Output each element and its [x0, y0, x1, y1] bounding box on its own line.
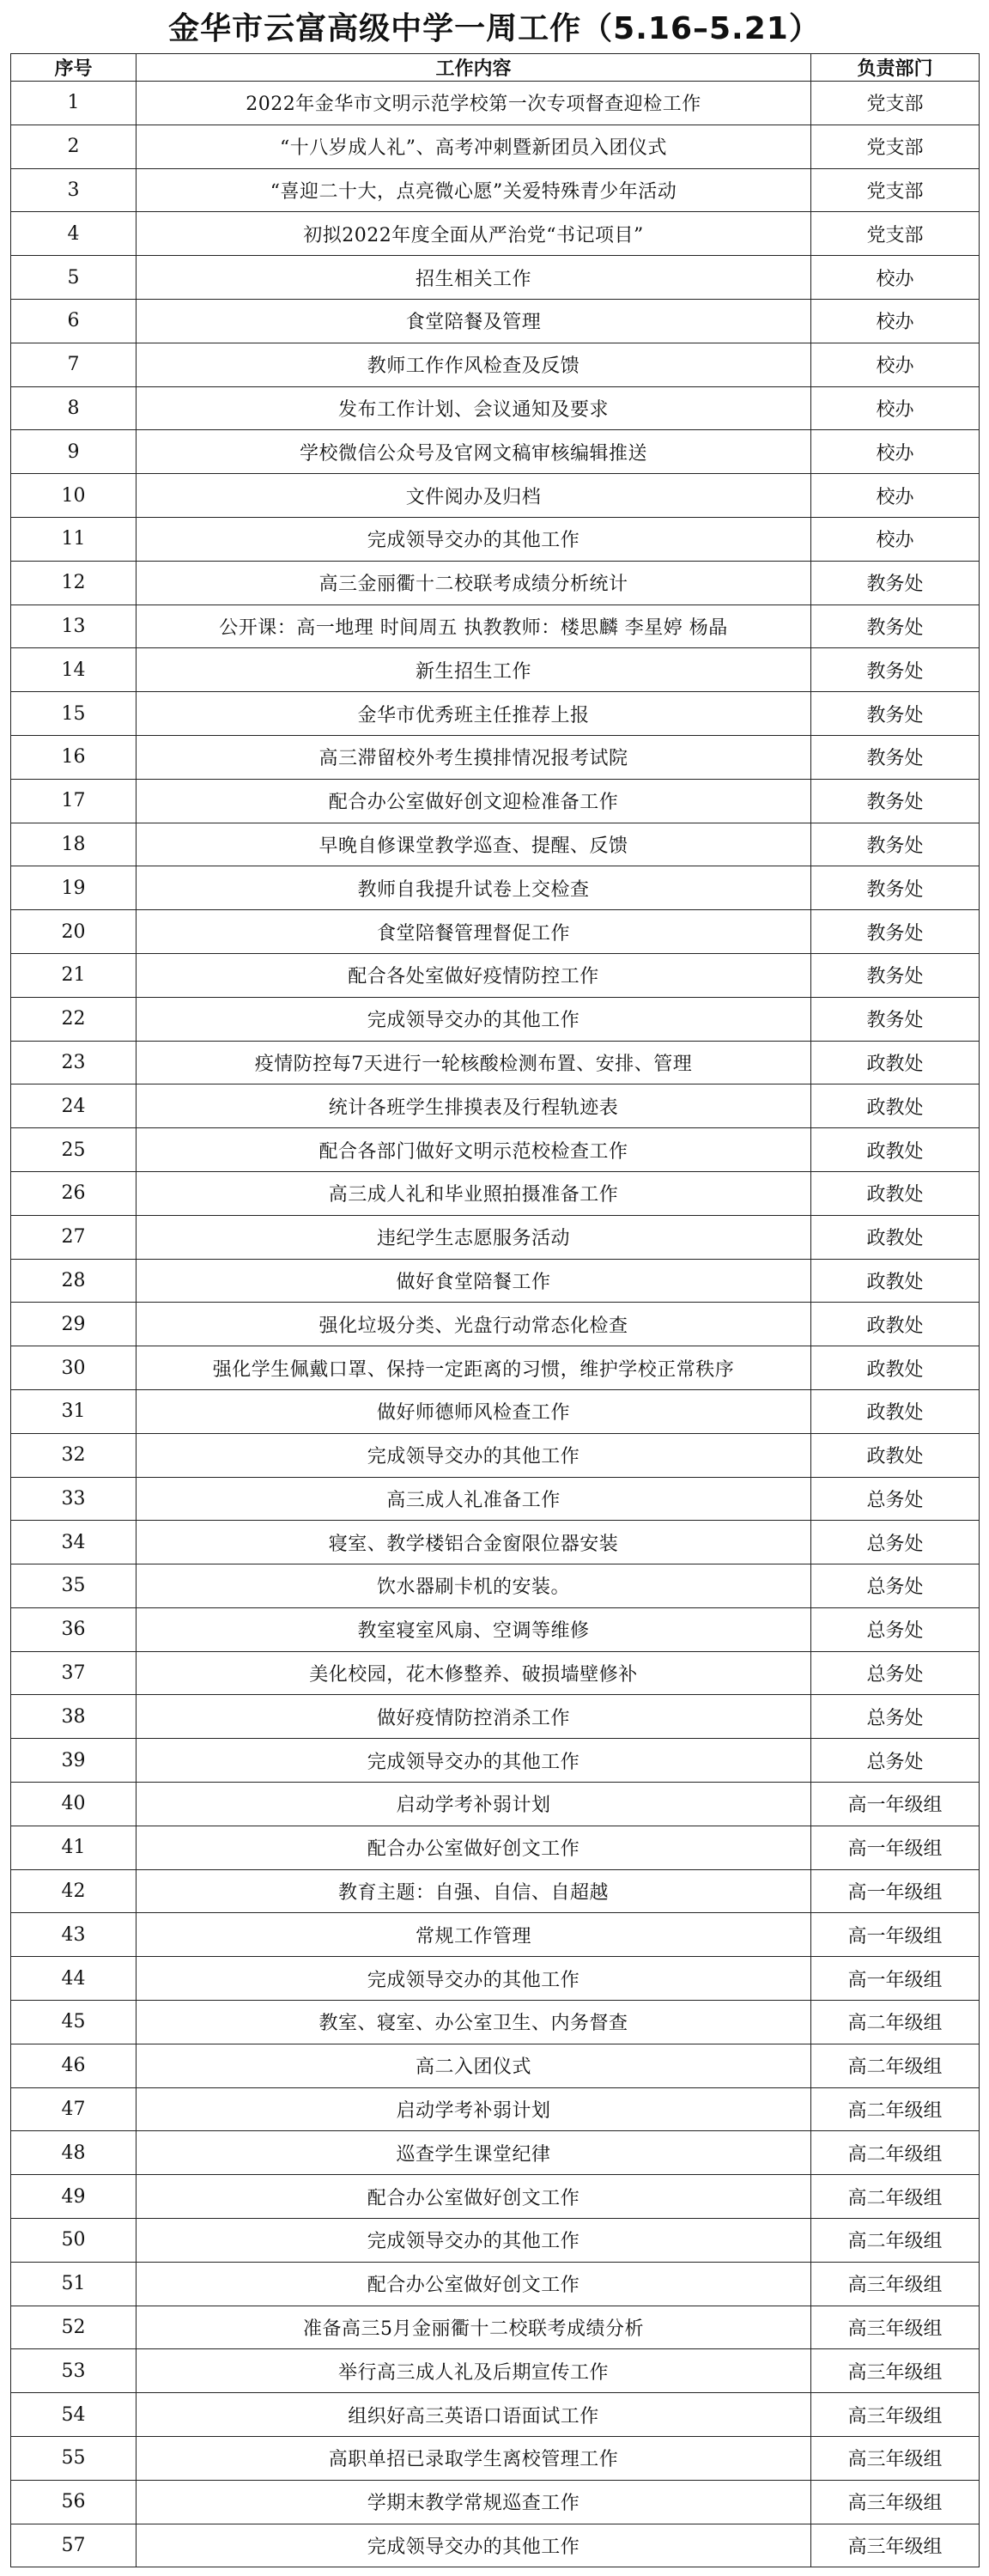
- row-department: 政教处: [811, 1389, 980, 1433]
- row-department: 高三年级组: [811, 2262, 980, 2306]
- row-number: 14: [11, 648, 137, 692]
- row-number: 43: [11, 1913, 137, 1957]
- row-department: 高三年级组: [811, 2437, 980, 2481]
- row-department: 高二年级组: [811, 2001, 980, 2044]
- row-number: 8: [11, 386, 137, 430]
- row-number: 7: [11, 343, 137, 386]
- row-department: 总务处: [811, 1477, 980, 1521]
- row-work-content: 违纪学生志愿服务活动: [137, 1215, 811, 1259]
- table-row: [11, 1041, 980, 1084]
- table-row: [11, 82, 980, 125]
- row-work-content: 统计各班学生排摸表及行程轨迹表: [137, 1084, 811, 1128]
- row-work-content: 启动学考补弱计划: [137, 1783, 811, 1826]
- row-department: 校办: [811, 256, 980, 300]
- table-row: [11, 2001, 980, 2044]
- table-row: [11, 823, 980, 866]
- row-work-content: 文件阅办及归档: [137, 474, 811, 518]
- row-department: 高一年级组: [811, 1869, 980, 1913]
- row-department: 总务处: [811, 1521, 980, 1564]
- row-work-content: 美化校园，花木修整养、破损墙壁修补: [137, 1651, 811, 1695]
- row-work-content: 完成领导交办的其他工作: [137, 997, 811, 1041]
- row-number: 32: [11, 1433, 137, 1477]
- row-work-content: 金华市优秀班主任推荐上报: [137, 692, 811, 736]
- row-department: 党支部: [811, 125, 980, 168]
- row-number: 41: [11, 1826, 137, 1869]
- row-work-content: 高三滞留校外考生摸排情况报考试院: [137, 735, 811, 779]
- table-row: [11, 1128, 980, 1172]
- table-row: [11, 2349, 980, 2393]
- row-work-content: 发布工作计划、会议通知及要求: [137, 386, 811, 430]
- row-number: 2: [11, 125, 137, 168]
- table-row: [11, 1957, 980, 2001]
- row-work-content: 招生相关工作: [137, 256, 811, 300]
- row-work-content: 完成领导交办的其他工作: [137, 1433, 811, 1477]
- row-department: 政教处: [811, 1041, 980, 1084]
- row-number: 11: [11, 517, 137, 561]
- row-work-content: 2022年金华市文明示范学校第一次专项督查迎检工作: [137, 82, 811, 125]
- row-department: 高三年级组: [811, 2393, 980, 2437]
- row-number: 51: [11, 2262, 137, 2306]
- row-department: 校办: [811, 343, 980, 386]
- row-number: 29: [11, 1303, 137, 1346]
- row-department: 总务处: [811, 1607, 980, 1651]
- row-number: 55: [11, 2437, 137, 2481]
- row-department: 政教处: [811, 1084, 980, 1128]
- table-row: [11, 605, 980, 648]
- row-number: 34: [11, 1521, 137, 1564]
- row-number: 17: [11, 779, 137, 823]
- row-number: 37: [11, 1651, 137, 1695]
- row-number: 49: [11, 2175, 137, 2219]
- header-department: 负责部门: [811, 54, 980, 82]
- table-row: [11, 299, 980, 343]
- row-department: 高三年级组: [811, 2524, 980, 2567]
- table-row: [11, 168, 980, 212]
- row-number: 22: [11, 997, 137, 1041]
- row-department: 政教处: [811, 1259, 980, 1303]
- row-work-content: 寝室、教学楼铝合金窗限位器安装: [137, 1521, 811, 1564]
- row-work-content: 完成领导交办的其他工作: [137, 2219, 811, 2263]
- table-row: [11, 779, 980, 823]
- row-department: 政教处: [811, 1215, 980, 1259]
- row-work-content: 配合各处室做好疫情防控工作: [137, 953, 811, 997]
- table-row: [11, 561, 980, 605]
- row-number: 36: [11, 1607, 137, 1651]
- table-row: [11, 1695, 980, 1739]
- table-row: [11, 1826, 980, 1869]
- row-department: 总务处: [811, 1651, 980, 1695]
- row-number: 45: [11, 2001, 137, 2044]
- table-row: [11, 735, 980, 779]
- row-department: 校办: [811, 299, 980, 343]
- row-work-content: 做好食堂陪餐工作: [137, 1259, 811, 1303]
- row-number: 23: [11, 1041, 137, 1084]
- row-department: 教务处: [811, 953, 980, 997]
- table-row: [11, 430, 980, 474]
- row-number: 4: [11, 212, 137, 256]
- row-number: 3: [11, 168, 137, 212]
- table-row: [11, 2393, 980, 2437]
- row-department: 政教处: [811, 1303, 980, 1346]
- row-department: 高三年级组: [811, 2349, 980, 2393]
- row-work-content: 巡查学生课堂纪律: [137, 2131, 811, 2175]
- row-department: 高一年级组: [811, 1957, 980, 2001]
- row-number: 52: [11, 2306, 137, 2349]
- row-department: 教务处: [811, 735, 980, 779]
- header-content: 工作内容: [137, 54, 811, 82]
- row-number: 56: [11, 2480, 137, 2524]
- row-department: 党支部: [811, 168, 980, 212]
- row-department: 教务处: [811, 648, 980, 692]
- table-row: [11, 2524, 980, 2567]
- table-row: [11, 1739, 980, 1783]
- row-work-content: 配合办公室做好创文工作: [137, 2262, 811, 2306]
- row-number: 25: [11, 1128, 137, 1172]
- row-department: 校办: [811, 430, 980, 474]
- row-work-content: 食堂陪餐及管理: [137, 299, 811, 343]
- row-work-content: 教师工作作风检查及反馈: [137, 343, 811, 386]
- row-department: 政教处: [811, 1128, 980, 1172]
- row-department: 教务处: [811, 779, 980, 823]
- table-row: [11, 1259, 980, 1303]
- table-row: [11, 2480, 980, 2524]
- table-row: [11, 1521, 980, 1564]
- row-number: 6: [11, 299, 137, 343]
- row-work-content: 配合办公室做好创文迎检准备工作: [137, 779, 811, 823]
- table-row: [11, 997, 980, 1041]
- row-work-content: 完成领导交办的其他工作: [137, 2524, 811, 2567]
- row-number: 26: [11, 1171, 137, 1215]
- row-work-content: 早晚自修课堂教学巡查、提醒、反馈: [137, 823, 811, 866]
- row-number: 10: [11, 474, 137, 518]
- table-row: [11, 2175, 980, 2219]
- row-work-content: 完成领导交办的其他工作: [137, 517, 811, 561]
- row-work-content: 教室、寝室、办公室卫生、内务督查: [137, 2001, 811, 2044]
- row-work-content: 做好疫情防控消杀工作: [137, 1695, 811, 1739]
- table-row: [11, 1084, 980, 1128]
- table-row: [11, 1171, 980, 1215]
- row-work-content: 高职单招已录取学生离校管理工作: [137, 2437, 811, 2481]
- row-work-content: 教室寝室风扇、空调等维修: [137, 1607, 811, 1651]
- row-number: 38: [11, 1695, 137, 1739]
- row-department: 政教处: [811, 1433, 980, 1477]
- row-number: 5: [11, 256, 137, 300]
- row-department: 政教处: [811, 1171, 980, 1215]
- table-row: [11, 648, 980, 692]
- row-work-content: 公开课：高一地理 时间周五 执教教师：楼思麟 李星婷 杨晶: [137, 605, 811, 648]
- row-work-content: 高三成人礼和毕业照拍摄准备工作: [137, 1171, 811, 1215]
- table-row: [11, 1477, 980, 1521]
- row-work-content: 疫情防控每7天进行一轮核酸检测布置、安排、管理: [137, 1041, 811, 1084]
- table-row: [11, 517, 980, 561]
- row-work-content: 启动学考补弱计划: [137, 2087, 811, 2131]
- row-department: 政教处: [811, 1346, 980, 1390]
- row-number: 46: [11, 2044, 137, 2087]
- row-work-content: 食堂陪餐管理督促工作: [137, 910, 811, 954]
- row-work-content: “喜迎二十大，点亮微心愿”关爱特殊青少年活动: [137, 168, 811, 212]
- row-department: 高二年级组: [811, 2175, 980, 2219]
- row-number: 31: [11, 1389, 137, 1433]
- row-work-content: 初拟2022年度全面从严治党“书记项目”: [137, 212, 811, 256]
- row-number: 48: [11, 2131, 137, 2175]
- row-department: 高二年级组: [811, 2131, 980, 2175]
- row-number: 15: [11, 692, 137, 736]
- row-department: 教务处: [811, 823, 980, 866]
- row-work-content: 教育主题：自强、自信、自超越: [137, 1869, 811, 1913]
- row-work-content: 配合办公室做好创文工作: [137, 2175, 811, 2219]
- row-work-content: 新生招生工作: [137, 648, 811, 692]
- row-number: 18: [11, 823, 137, 866]
- row-department: 高一年级组: [811, 1783, 980, 1826]
- header-number: 序号: [11, 54, 137, 82]
- row-department: 教务处: [811, 692, 980, 736]
- row-work-content: “十八岁成人礼”、高考冲刺暨新团员入团仪式: [137, 125, 811, 168]
- row-department: 高二年级组: [811, 2087, 980, 2131]
- table-row: [11, 1303, 980, 1346]
- row-work-content: 举行高三成人礼及后期宣传工作: [137, 2349, 811, 2393]
- row-number: 42: [11, 1869, 137, 1913]
- table-row: [11, 1433, 980, 1477]
- table-row: [11, 1564, 980, 1608]
- table-row: [11, 1346, 980, 1390]
- row-department: 总务处: [811, 1695, 980, 1739]
- table-body: [11, 82, 980, 2567]
- table-row: [11, 692, 980, 736]
- row-number: 20: [11, 910, 137, 954]
- table-row: [11, 2044, 980, 2087]
- row-department: 教务处: [811, 866, 980, 910]
- row-number: 27: [11, 1215, 137, 1259]
- row-department: 高一年级组: [811, 1826, 980, 1869]
- row-department: 教务处: [811, 605, 980, 648]
- table-row: [11, 2087, 980, 2131]
- row-work-content: 高三金丽衢十二校联考成绩分析统计: [137, 561, 811, 605]
- row-work-content: 完成领导交办的其他工作: [137, 1739, 811, 1783]
- table-row: [11, 343, 980, 386]
- table-header: [11, 54, 980, 82]
- table-row: [11, 866, 980, 910]
- row-number: 40: [11, 1783, 137, 1826]
- table-row: [11, 256, 980, 300]
- table-row: [11, 1869, 980, 1913]
- row-number: 39: [11, 1739, 137, 1783]
- row-department: 教务处: [811, 997, 980, 1041]
- row-department: 教务处: [811, 910, 980, 954]
- row-work-content: 饮水器刷卡机的安装。: [137, 1564, 811, 1608]
- row-department: 教务处: [811, 561, 980, 605]
- row-number: 28: [11, 1259, 137, 1303]
- table-row: [11, 2262, 980, 2306]
- row-department: 高二年级组: [811, 2219, 980, 2263]
- row-number: 12: [11, 561, 137, 605]
- table-row: [11, 2131, 980, 2175]
- row-department: 高三年级组: [811, 2480, 980, 2524]
- table-row: [11, 2219, 980, 2263]
- row-work-content: 强化学生佩戴口罩、保持一定距离的习惯，维护学校正常秩序: [137, 1346, 811, 1390]
- table-row: [11, 1389, 980, 1433]
- header-row: [11, 54, 980, 82]
- row-department: 校办: [811, 474, 980, 518]
- row-work-content: 高三成人礼准备工作: [137, 1477, 811, 1521]
- table-row: [11, 1607, 980, 1651]
- row-work-content: 学期末教学常规巡查工作: [137, 2480, 811, 2524]
- table-row: [11, 386, 980, 430]
- row-department: 总务处: [811, 1739, 980, 1783]
- row-number: 19: [11, 866, 137, 910]
- row-department: 校办: [811, 386, 980, 430]
- row-number: 30: [11, 1346, 137, 1390]
- table-row: [11, 1913, 980, 1957]
- row-work-content: 准备高三5月金丽衢十二校联考成绩分析: [137, 2306, 811, 2349]
- row-work-content: 学校微信公众号及官网文稿审核编辑推送: [137, 430, 811, 474]
- table-row: [11, 125, 980, 168]
- table-row: [11, 212, 980, 256]
- row-number: 24: [11, 1084, 137, 1128]
- row-number: 50: [11, 2219, 137, 2263]
- row-work-content: 强化垃圾分类、光盘行动常态化检查: [137, 1303, 811, 1346]
- row-work-content: 常规工作管理: [137, 1913, 811, 1957]
- weekly-work-table: [10, 53, 980, 2567]
- row-work-content: 配合各部门做好文明示范校检查工作: [137, 1128, 811, 1172]
- row-work-content: 高二入团仪式: [137, 2044, 811, 2087]
- row-number: 16: [11, 735, 137, 779]
- row-department: 党支部: [811, 212, 980, 256]
- row-work-content: 配合办公室做好创文工作: [137, 1826, 811, 1869]
- row-number: 1: [11, 82, 137, 125]
- row-department: 高三年级组: [811, 2306, 980, 2349]
- row-number: 53: [11, 2349, 137, 2393]
- row-number: 57: [11, 2524, 137, 2567]
- row-department: 高二年级组: [811, 2044, 980, 2087]
- row-number: 44: [11, 1957, 137, 2001]
- table-row: [11, 1215, 980, 1259]
- row-work-content: 组织好高三英语口语面试工作: [137, 2393, 811, 2437]
- row-number: 21: [11, 953, 137, 997]
- row-department: 总务处: [811, 1564, 980, 1608]
- table-row: [11, 953, 980, 997]
- table-row: [11, 2437, 980, 2481]
- row-number: 35: [11, 1564, 137, 1608]
- row-work-content: 做好师德师风检查工作: [137, 1389, 811, 1433]
- row-department: 高一年级组: [811, 1913, 980, 1957]
- row-number: 47: [11, 2087, 137, 2131]
- row-work-content: 完成领导交办的其他工作: [137, 1957, 811, 2001]
- table-row: [11, 910, 980, 954]
- row-department: 党支部: [811, 82, 980, 125]
- table-row: [11, 1651, 980, 1695]
- table-row: [11, 2306, 980, 2349]
- row-number: 13: [11, 605, 137, 648]
- table-row: [11, 1783, 980, 1826]
- row-number: 54: [11, 2393, 137, 2437]
- row-work-content: 教师自我提升试卷上交检查: [137, 866, 811, 910]
- row-department: 校办: [811, 517, 980, 561]
- row-number: 9: [11, 430, 137, 474]
- table-row: [11, 474, 980, 518]
- row-number: 33: [11, 1477, 137, 1521]
- document-title: 金华市云富高级中学一周工作（5.16–5.21）: [168, 11, 821, 46]
